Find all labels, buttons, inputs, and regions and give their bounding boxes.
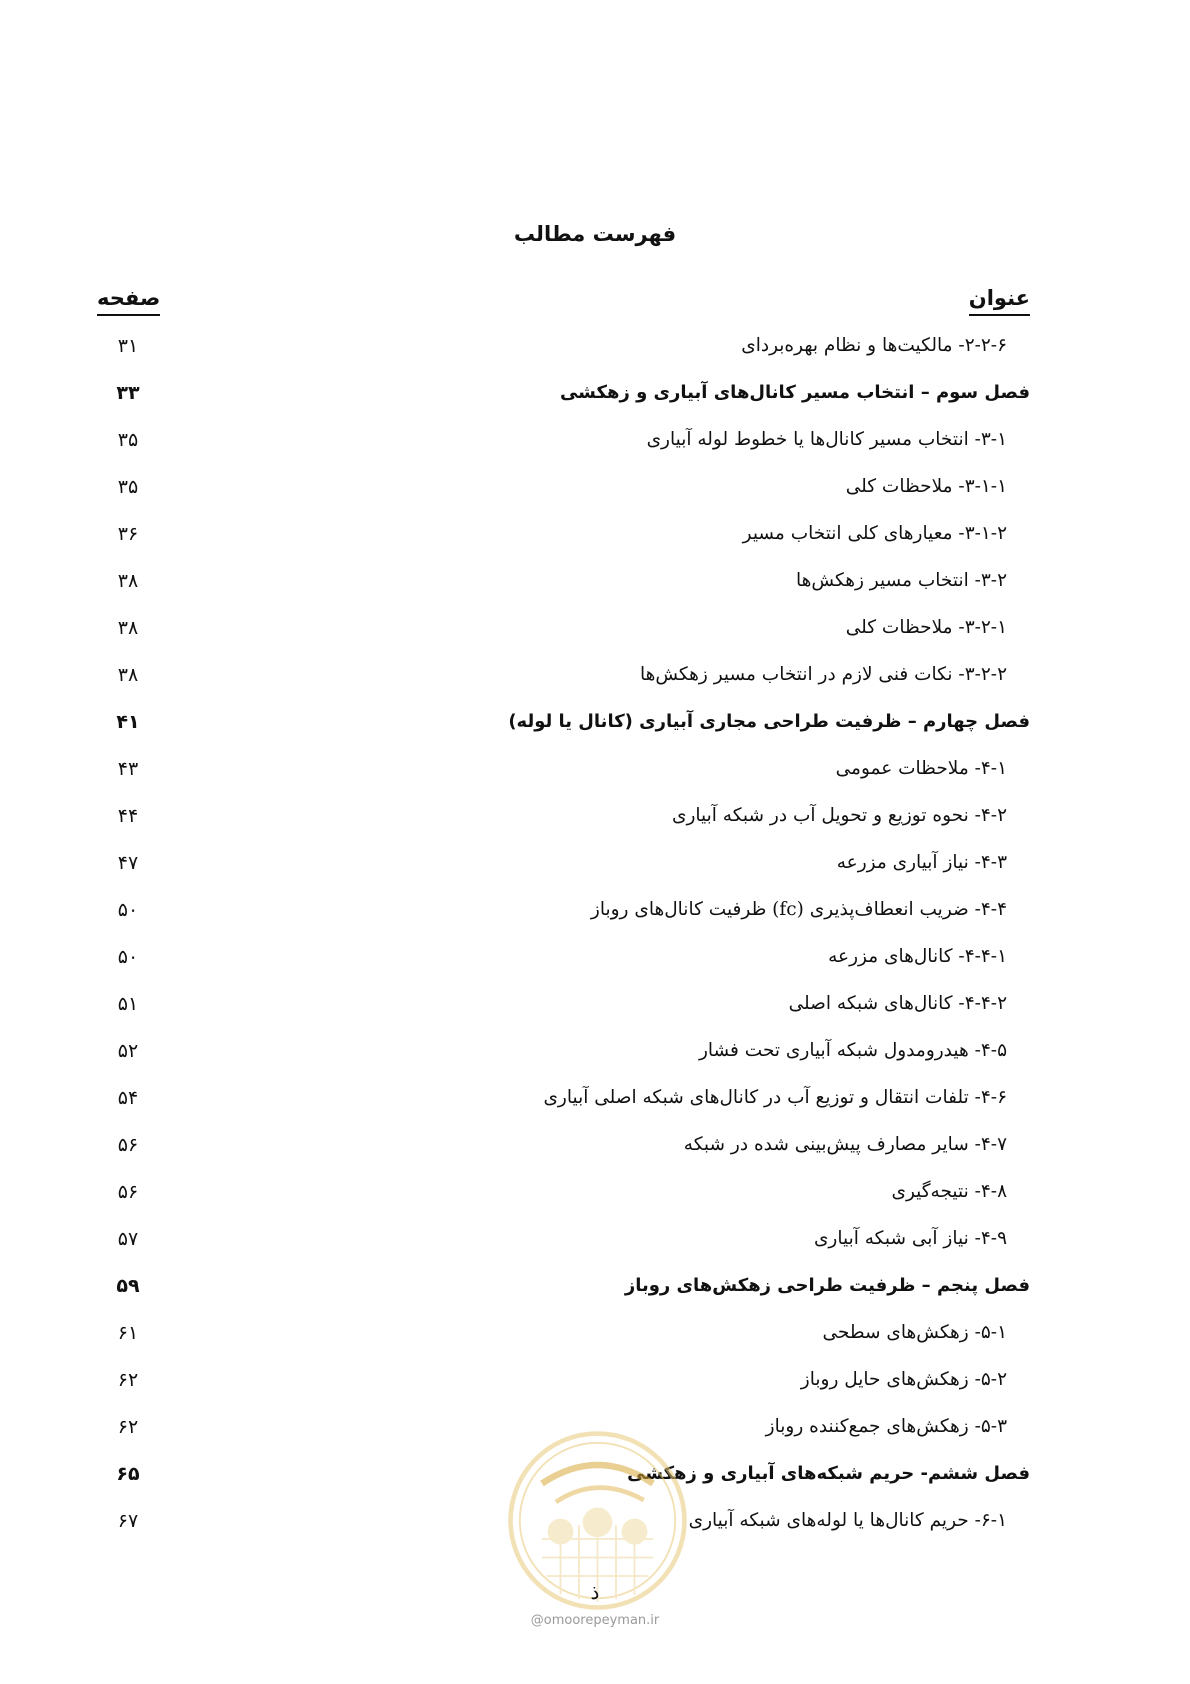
toc-entry-row: [0, 332, 1190, 379]
toc-entry-row: [0, 755, 1190, 802]
toc-entry-title: ۵-۱- زهکش‌های سطحی: [822, 1322, 1007, 1343]
toc-entry-title: ۴-۳- نیاز آبیاری مزرعه: [836, 852, 1007, 873]
toc-entry-title: فصل ششم- حریم شبکه‌های آبیاری و زهکشی: [627, 1463, 1030, 1484]
toc-entry-page: ۵۲: [117, 1040, 139, 1062]
toc-entry-title: ۴-۸- نتیجه‌گیری: [891, 1181, 1007, 1202]
toc-entry-page: ۴۷: [117, 852, 139, 874]
toc-entry-page: ۳۸: [117, 664, 139, 686]
toc-entry-page: ۴۴: [117, 805, 139, 827]
toc-entry-row: [0, 614, 1190, 661]
toc-entry-row: [0, 1131, 1190, 1178]
toc-entry-page: ۳۱: [117, 335, 139, 357]
toc-chapter-row: [0, 1272, 1190, 1319]
table-of-contents: [0, 332, 1190, 1554]
toc-entry-row: [0, 520, 1190, 567]
toc-entry-row: [0, 849, 1190, 896]
toc-entry-page: ۶۲: [117, 1369, 139, 1391]
toc-entry-title: ۴-۴-۲- کانال‌های شبکه اصلی: [788, 993, 1007, 1014]
site-watermark-text: @omoorepeyman.ir: [530, 1613, 660, 1628]
toc-entry-title: ۵-۲- زهکش‌های حایل روباز: [800, 1369, 1007, 1390]
toc-entry-title: ۲-۲-۶- مالکیت‌ها و نظام بهره‌بردای: [741, 335, 1007, 356]
toc-entry-title: ۳-۲- انتخاب مسیر زهکش‌ها: [796, 570, 1007, 591]
page-title: فهرست مطالب: [513, 222, 677, 246]
toc-entry-page: ۵۴: [117, 1087, 139, 1109]
toc-entry-title: ۶-۱- حریم کانال‌ها یا لوله‌های شبکه آبیاری: [688, 1510, 1007, 1531]
toc-entry-title: ۴-۷- سایر مصارف پیش‌بینی شده در شبکه: [683, 1134, 1007, 1155]
toc-chapter-row: [0, 708, 1190, 755]
toc-entry-row: [0, 896, 1190, 943]
toc-entry-page: ۵۰: [117, 899, 139, 921]
toc-entry-row: [0, 943, 1190, 990]
toc-entry-title: ۴-۴-۱- کانال‌های مزرعه: [828, 946, 1007, 967]
toc-entry-page: ۴۱: [116, 711, 140, 733]
toc-entry-row: [0, 990, 1190, 1037]
toc-entry-title: ۴-۴- ضریب انعطاف‌پذیری (fc) ظرفیت کانال‌های روباز: [590, 899, 1007, 920]
toc-entry-title: ۳-۲-۱- ملاحظات کلی: [845, 617, 1007, 638]
toc-entry-page: ۳۸: [117, 617, 139, 639]
toc-entry-title: فصل چهارم – ظرفیت طراحی مجاری آبیاری (کانال یا لوله): [508, 711, 1030, 732]
toc-entry-title: ۵-۳- زهکش‌های جمع‌کننده روباز: [765, 1416, 1007, 1437]
toc-entry-page: ۵۹: [116, 1275, 140, 1297]
toc-entry-row: [0, 802, 1190, 849]
toc-entry-page: ۶۷: [117, 1510, 139, 1532]
toc-entry-row: [0, 1225, 1190, 1272]
toc-entry-page: ۳۸: [117, 570, 139, 592]
toc-entry-title: ۴-۹- نیاز آبی شبکه آبیاری: [813, 1228, 1007, 1249]
toc-entry-title: ۴-۵- هیدرومدول شبکه آبیاری تحت فشار: [698, 1040, 1007, 1061]
toc-entry-page: ۵۰: [117, 946, 139, 968]
toc-entry-page: ۶۵: [116, 1463, 140, 1485]
toc-entry-page: ۳۶: [117, 523, 139, 545]
toc-entry-title: ۳-۱- انتخاب مسیر کانال‌ها یا خطوط لوله آبیاری: [646, 429, 1007, 450]
toc-entry-row: [0, 1084, 1190, 1131]
toc-entry-title: ۳-۱-۲- معیارهای کلی انتخاب مسیر: [742, 523, 1007, 544]
toc-entry-page: ۳۵: [117, 476, 139, 498]
toc-entry-title: ۴-۱- ملاحظات عمومی: [835, 758, 1007, 779]
toc-entry-row: [0, 1319, 1190, 1366]
toc-entry-page: ۶۱: [117, 1322, 139, 1344]
toc-entry-page: ۳۵: [117, 429, 139, 451]
toc-entry-row: [0, 473, 1190, 520]
toc-entry-title: فصل سوم – انتخاب مسیر کانال‌های آبیاری و زهکشی: [559, 382, 1030, 403]
toc-entry-title: فصل پنجم – ظرفیت طراحی زهکش‌های روباز: [624, 1275, 1030, 1296]
toc-entry-page: ۵۶: [117, 1181, 139, 1203]
toc-entry-page: ۵۱: [117, 993, 139, 1015]
toc-entry-title: ۳-۱-۱- ملاحظات کلی: [845, 476, 1007, 497]
toc-entry-page: ۴۳: [117, 758, 139, 780]
toc-entry-title: ۴-۲- نحوه توزیع و تحویل آب در شبکه آبیاری: [671, 805, 1007, 826]
toc-entry-page: ۵۶: [117, 1134, 139, 1156]
toc-chapter-row: [0, 379, 1190, 426]
toc-entry-title: ۴-۶- تلفات انتقال و توزیع آب در کانال‌های شبکه اصلی آبیاری: [543, 1087, 1007, 1108]
page-column-header: صفحه: [97, 286, 160, 316]
toc-entry-row: [0, 1178, 1190, 1225]
toc-entry-title: ۳-۲-۲- نکات فنی لازم در انتخاب مسیر زهکش‌ها: [639, 664, 1007, 685]
toc-entry-page: ۵۷: [117, 1228, 139, 1250]
title-column-header: عنوان: [969, 286, 1030, 316]
page-number-letter: ذ: [590, 1580, 600, 1604]
toc-entry-row: [0, 567, 1190, 614]
toc-entry-row: [0, 661, 1190, 708]
toc-entry-row: [0, 426, 1190, 473]
toc-entry-page: ۳۳: [116, 382, 140, 404]
toc-entry-row: [0, 1037, 1190, 1084]
toc-entry-row: [0, 1366, 1190, 1413]
toc-entry-page: ۶۲: [117, 1416, 139, 1438]
